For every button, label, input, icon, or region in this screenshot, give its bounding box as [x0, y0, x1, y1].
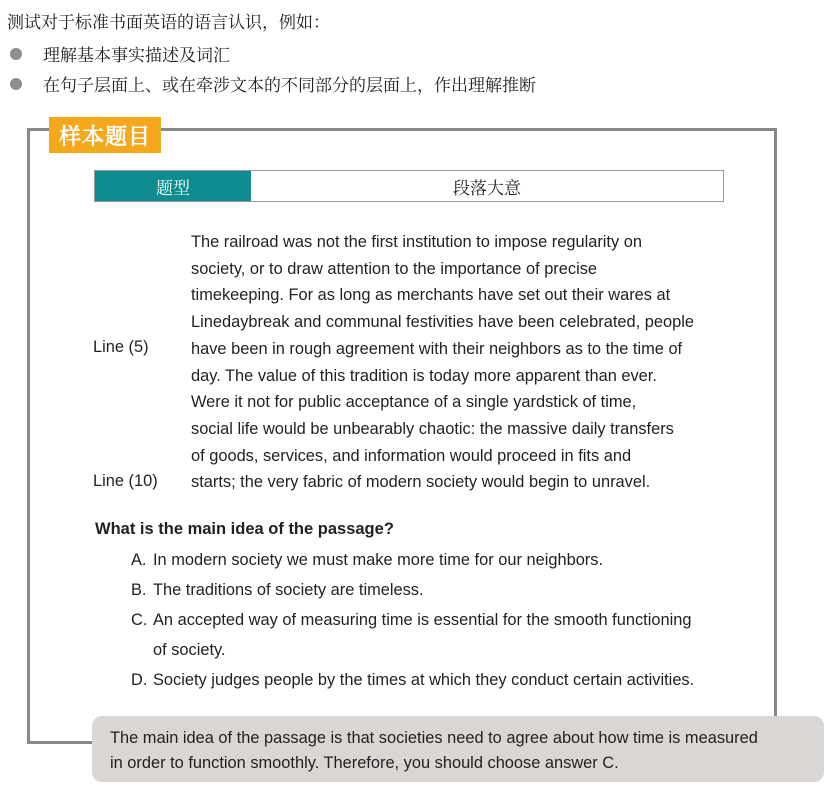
passage-line: day. The value of this tradition is today more apparent than ever.	[191, 366, 657, 385]
type-value: 段落大意	[453, 178, 521, 199]
option-letter: C.	[131, 611, 148, 629]
option-d	[131, 671, 694, 690]
option-letter: A.	[131, 551, 147, 569]
bullet-item	[10, 41, 230, 66]
option-text: In modern society we must make more time for our neighbors.	[153, 551, 604, 569]
option-letter: D.	[131, 671, 148, 689]
passage-line: have been in rough agreement with their neighbors as to the time of	[191, 339, 683, 358]
bullet-dot-icon	[10, 78, 22, 90]
passage-line: starts; the very fabric of modern society would begin to unravel.	[191, 473, 651, 492]
passage-line: The railroad was not the first institution to impose regularity on	[191, 233, 642, 251]
option-letter: B.	[131, 581, 147, 599]
option-a	[131, 551, 603, 570]
option-text: An accepted way of measuring time is essential for the smooth functioning	[153, 611, 692, 629]
passage-line: Linedaybreak and communal festivities have been celebrated, people	[191, 313, 694, 332]
passage-line: social life would be unbearably chaotic: the massive daily transfers	[191, 419, 674, 438]
type-label: 题型	[95, 171, 251, 201]
line-marker-5: Line (5)	[93, 338, 149, 356]
bullet-item	[10, 71, 536, 96]
option-text: Society judges people by the times at which they conduct certain activities.	[153, 671, 695, 689]
explanation-line: The main idea of the passage is that societies need to agree about how time is measured	[110, 729, 758, 747]
intro-text: 测试对于标准书面英语的语言认识，例如：	[7, 13, 330, 33]
option-c	[131, 611, 691, 630]
passage	[191, 229, 751, 496]
question-text: What is the main idea of the passage?	[95, 520, 394, 538]
explanation-box	[92, 716, 824, 782]
bullet-text: 在句子层面上、或在牵涉文本的不同部分的层面上，作出理解推断	[43, 76, 536, 96]
question-type-bar	[94, 170, 724, 202]
sample-title: 样本题目	[49, 117, 161, 153]
passage-line: of goods, services, and information would proceed in fits and	[191, 446, 632, 465]
option-b	[131, 581, 424, 600]
passage-line: society, or to draw attention to the importance of precise	[191, 259, 598, 278]
bullet-text: 理解基本事实描述及词汇	[43, 46, 230, 66]
passage-line: Were it not for public acceptance of a single yardstick of time,	[191, 393, 637, 412]
explanation-line: in order to function smoothly. Therefore, you should choose answer C.	[110, 754, 619, 772]
passage-line: timekeeping. For as long as merchants have set out their wares at	[191, 286, 671, 305]
bullet-dot-icon	[10, 48, 22, 60]
line-marker-10: Line (10)	[93, 472, 158, 490]
option-c-continuation: of society.	[153, 641, 226, 659]
option-text: The traditions of society are timeless.	[153, 581, 424, 599]
